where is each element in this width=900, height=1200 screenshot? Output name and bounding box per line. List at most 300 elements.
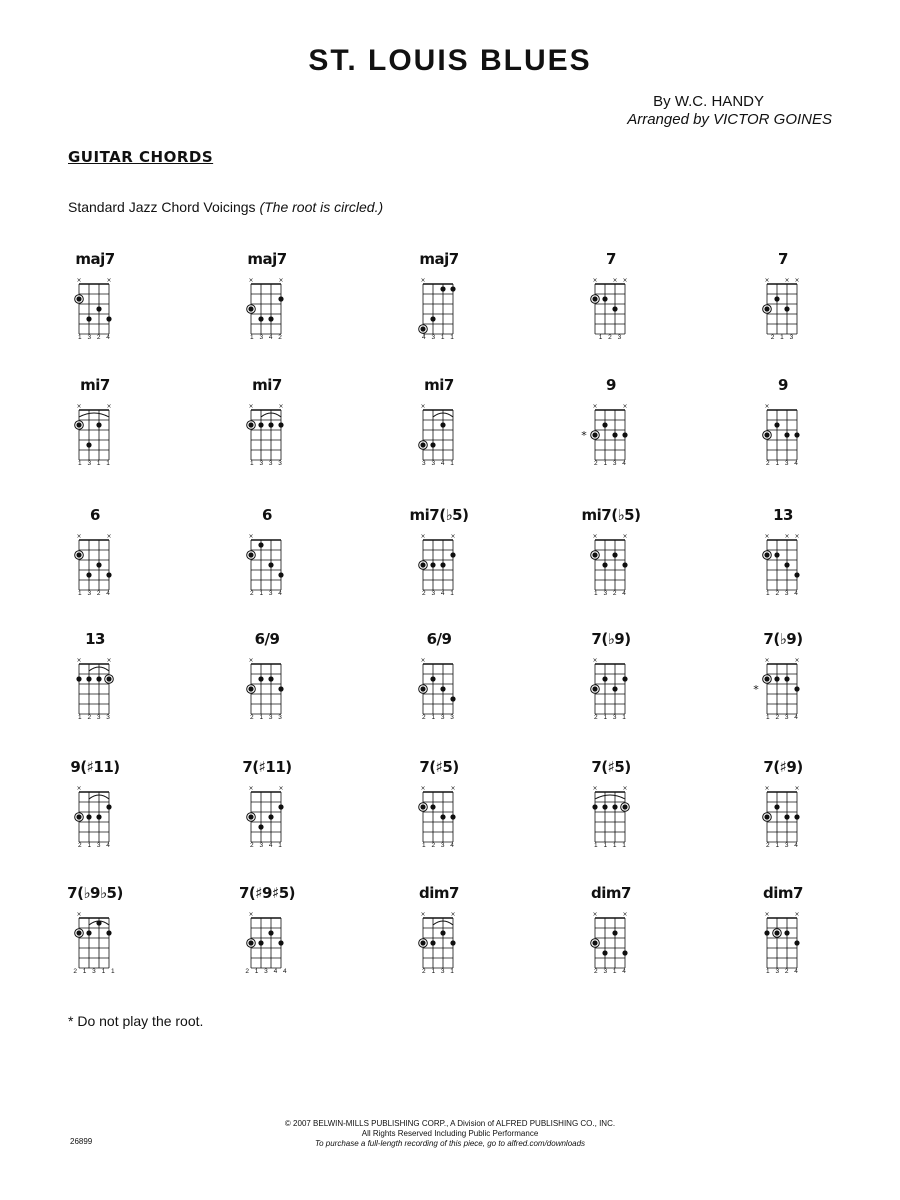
muted-string-marker: ×	[106, 277, 112, 284]
finger-dot	[86, 572, 91, 577]
chord-diagram	[748, 506, 818, 616]
fretboard-diagram	[232, 784, 302, 844]
finger-dot	[268, 930, 273, 935]
fretboard-diagram	[748, 784, 818, 844]
finger-dot	[774, 804, 779, 809]
muted-string-marker: ×	[622, 403, 628, 410]
chord-diagram	[576, 884, 646, 994]
chord-name: 7(♯9)	[763, 758, 803, 776]
muted-string-marker: ×	[622, 533, 628, 540]
chord-diagram	[404, 630, 474, 740]
fingering-label: 2 1 3 4	[78, 842, 112, 849]
fretboard-diagram	[748, 656, 818, 716]
fretboard-diagram	[60, 656, 130, 716]
fretboard-diagram	[60, 276, 130, 336]
finger-dot	[76, 930, 81, 935]
finger-dot	[96, 920, 101, 925]
chord-diagram	[60, 758, 130, 868]
chord-name: mi7	[424, 376, 454, 394]
finger-dot	[592, 686, 597, 691]
finger-dot	[420, 804, 425, 809]
finger-dot	[76, 814, 81, 819]
muted-string-marker: ×	[248, 785, 254, 792]
finger-dot	[96, 306, 101, 311]
fingering-label: 2 1 3 4	[766, 842, 800, 849]
chord-diagram	[60, 376, 130, 486]
muted-string-marker: ×	[106, 657, 112, 664]
finger-dot	[764, 306, 769, 311]
finger-dot	[268, 676, 273, 681]
fingering-label: 1 2 3 4	[766, 714, 800, 721]
fretboard-diagram	[404, 910, 474, 970]
muted-string-marker: ×	[592, 533, 598, 540]
fretboard-diagram	[60, 532, 130, 592]
muted-string-marker: ×	[420, 277, 426, 284]
purchase-line: To purchase a full-length recording of this piece, go to alfred.com/downloads	[314, 1139, 586, 1148]
muted-string-marker: ×	[76, 533, 82, 540]
finger-dot	[440, 686, 445, 691]
chord-name: 13	[85, 630, 105, 648]
muted-string-marker: ×	[450, 533, 456, 540]
fretboard-diagram	[232, 656, 302, 716]
finger-dot	[86, 930, 91, 935]
muted-string-marker: ×	[248, 911, 254, 918]
finger-dot	[278, 804, 283, 809]
fingering-label: 1 2 3	[598, 334, 624, 341]
muted-string-marker: ×	[76, 403, 82, 410]
finger-dot	[86, 676, 91, 681]
subtitle-note: (The root is circled.)	[259, 199, 384, 215]
fretboard-diagram	[60, 402, 130, 462]
fretboard-diagram	[748, 402, 818, 462]
fingering-label: 1 3 2 4	[594, 590, 628, 597]
finger-dot	[612, 930, 617, 935]
chord-name: dim7	[419, 884, 459, 902]
finger-dot	[106, 316, 111, 321]
chord-name: 6	[262, 506, 272, 524]
finger-dot	[248, 422, 253, 427]
fretboard-diagram	[404, 784, 474, 844]
fingering-label: 2 1 3 4	[766, 460, 800, 467]
finger-dot	[248, 686, 253, 691]
chord-name: maj7	[247, 250, 287, 268]
muted-string-marker: ×	[612, 277, 618, 284]
muted-string-marker: ×	[764, 785, 770, 792]
finger-dot	[592, 296, 597, 301]
page-title: ST. LOUIS BLUES	[308, 44, 592, 77]
finger-dot	[258, 542, 263, 547]
finger-dot	[592, 804, 597, 809]
finger-dot	[420, 562, 425, 567]
finger-dot	[86, 442, 91, 447]
finger-dot	[86, 316, 91, 321]
chord-diagram	[404, 506, 474, 616]
muted-string-marker: ×	[278, 785, 284, 792]
muted-string-marker: ×	[764, 657, 770, 664]
chord-diagram	[232, 250, 302, 360]
footnote: * Do not play the root.	[68, 1013, 204, 1029]
finger-dot	[774, 422, 779, 427]
muted-string-marker: ×	[794, 657, 800, 664]
finger-dot	[430, 316, 435, 321]
fretboard-diagram	[404, 532, 474, 592]
barre-arc	[595, 795, 625, 799]
muted-string-marker: ×	[794, 277, 800, 284]
chord-diagram	[748, 884, 818, 994]
chord-name: mi7(♭5)	[581, 506, 641, 524]
fingering-label: 2 1 3 1	[594, 714, 628, 721]
muted-string-marker: ×	[248, 533, 254, 540]
fretboard-diagram	[576, 656, 646, 716]
chord-diagram	[60, 250, 130, 360]
chord-name: dim7	[591, 884, 631, 902]
fingering-label: 2 1 3	[770, 334, 796, 341]
barre-arc	[79, 413, 109, 417]
muted-string-marker: ×	[592, 657, 598, 664]
finger-dot	[278, 572, 283, 577]
muted-string-marker: ×	[76, 785, 82, 792]
copyright-notice	[0, 1119, 900, 1149]
finger-dot	[440, 814, 445, 819]
chord-name: dim7	[763, 884, 803, 902]
finger-dot	[278, 422, 283, 427]
chord-diagram	[404, 884, 474, 994]
muted-string-marker: ×	[76, 277, 82, 284]
finger-dot	[106, 676, 111, 681]
finger-dot	[248, 552, 253, 557]
chord-name: 7	[606, 250, 616, 268]
fretboard-diagram	[60, 910, 130, 970]
fretboard-diagram	[576, 532, 646, 592]
finger-dot	[430, 442, 435, 447]
fretboard-diagram	[232, 532, 302, 592]
chord-name: 7(♯5)	[419, 758, 459, 776]
finger-dot	[602, 422, 607, 427]
chord-name: mi7(♭5)	[409, 506, 469, 524]
chord-diagram	[748, 250, 818, 360]
finger-dot	[764, 552, 769, 557]
finger-dot	[278, 686, 283, 691]
fingering-label: 2 3 4 1	[422, 590, 456, 597]
finger-dot	[602, 676, 607, 681]
asterisk-marker: *	[753, 683, 759, 696]
chord-diagram	[748, 630, 818, 740]
fretboard-diagram	[404, 402, 474, 462]
finger-dot	[430, 804, 435, 809]
fretboard-diagram	[232, 910, 302, 970]
finger-dot	[268, 814, 273, 819]
muted-string-marker: ×	[248, 657, 254, 664]
fingering-label: 1 2 3 4	[766, 590, 800, 597]
finger-dot	[592, 552, 597, 557]
finger-dot	[278, 940, 283, 945]
chord-name: 6/9	[254, 630, 280, 648]
chord-diagram	[576, 758, 646, 868]
finger-dot	[258, 940, 263, 945]
finger-dot	[774, 296, 779, 301]
chord-diagram	[404, 376, 474, 486]
finger-dot	[612, 306, 617, 311]
chord-name: mi7	[252, 376, 282, 394]
finger-dot	[794, 686, 799, 691]
muted-string-marker: ×	[420, 533, 426, 540]
finger-dot	[784, 432, 789, 437]
finger-dot	[764, 432, 769, 437]
chord-diagram	[404, 250, 474, 360]
chord-diagram	[232, 376, 302, 486]
fretboard-diagram	[60, 784, 130, 844]
muted-string-marker: ×	[784, 533, 790, 540]
chord-name: 7(♯5)	[591, 758, 631, 776]
finger-dot	[96, 562, 101, 567]
finger-dot	[622, 432, 627, 437]
muted-string-marker: ×	[76, 911, 82, 918]
muted-string-marker: ×	[592, 785, 598, 792]
fingering-label: 1 3 2 4	[78, 334, 112, 341]
fingering-label: 1 2 3 3	[78, 714, 112, 721]
chord-name: 7(♭9)	[591, 630, 631, 648]
chord-diagram	[404, 758, 474, 868]
finger-dot	[622, 950, 627, 955]
fretboard-diagram	[576, 910, 646, 970]
muted-string-marker: ×	[278, 277, 284, 284]
muted-string-marker: ×	[592, 403, 598, 410]
fingering-label: 2 1 3 4	[594, 460, 628, 467]
subtitle	[68, 199, 383, 215]
chord-diagram	[748, 376, 818, 486]
finger-dot	[794, 432, 799, 437]
finger-dot	[774, 676, 779, 681]
finger-dot	[430, 940, 435, 945]
arranger-credit: Arranged by VICTOR GOINES	[627, 111, 832, 128]
finger-dot	[76, 296, 81, 301]
chord-name: 7(♭9♭5)	[67, 884, 123, 902]
muted-string-marker: ×	[106, 403, 112, 410]
fingering-label: 1 3 4 2	[250, 334, 284, 341]
chord-diagram	[60, 506, 130, 616]
finger-dot	[248, 940, 253, 945]
fingering-label: 4 3 1 1	[422, 334, 456, 341]
muted-string-marker: ×	[764, 533, 770, 540]
finger-dot	[450, 286, 455, 291]
fingering-label: 2 1 3 1 1	[73, 968, 117, 975]
fretboard-diagram	[232, 276, 302, 336]
finger-dot	[774, 552, 779, 557]
finger-dot	[420, 326, 425, 331]
finger-dot	[106, 572, 111, 577]
muted-string-marker: ×	[76, 657, 82, 664]
fingering-label: 2 1 3 3	[250, 714, 284, 721]
finger-dot	[258, 676, 263, 681]
chord-diagram	[748, 758, 818, 868]
finger-dot	[450, 940, 455, 945]
finger-dot	[96, 676, 101, 681]
finger-dot	[450, 696, 455, 701]
finger-dot	[430, 676, 435, 681]
chord-name: 6	[90, 506, 100, 524]
chord-name: 7	[778, 250, 788, 268]
muted-string-marker: ×	[248, 403, 254, 410]
muted-string-marker: ×	[420, 911, 426, 918]
finger-dot	[602, 562, 607, 567]
finger-dot	[248, 814, 253, 819]
section-heading: GUITAR CHORDS	[68, 148, 214, 166]
finger-dot	[440, 562, 445, 567]
chord-diagram	[576, 376, 646, 486]
finger-dot	[764, 676, 769, 681]
finger-dot	[602, 804, 607, 809]
muted-string-marker: ×	[420, 657, 426, 664]
fingering-label: 2 3 1 4	[594, 968, 628, 975]
fingering-label: 1 1 1 1	[594, 842, 628, 849]
muted-string-marker: ×	[592, 911, 598, 918]
muted-string-marker: ×	[420, 785, 426, 792]
muted-string-marker: ×	[106, 533, 112, 540]
fretboard-diagram	[404, 656, 474, 716]
finger-dot	[612, 686, 617, 691]
muted-string-marker: ×	[794, 533, 800, 540]
finger-dot	[106, 930, 111, 935]
finger-dot	[258, 316, 263, 321]
finger-dot	[602, 296, 607, 301]
finger-dot	[76, 422, 81, 427]
fingering-label: 2 1 3 4	[250, 590, 284, 597]
finger-dot	[612, 432, 617, 437]
chord-name: mi7	[80, 376, 110, 394]
finger-dot	[248, 306, 253, 311]
muted-string-marker: ×	[784, 277, 790, 284]
composer-credit: By W.C. HANDY	[653, 93, 764, 110]
fingering-label: 3 3 4 1	[422, 460, 456, 467]
chord-name: 9	[778, 376, 788, 394]
chord-name: maj7	[75, 250, 115, 268]
muted-string-marker: ×	[794, 911, 800, 918]
fingering-label: 1 3 2 4	[78, 590, 112, 597]
finger-dot	[784, 676, 789, 681]
finger-dot	[106, 804, 111, 809]
finger-dot	[86, 814, 91, 819]
finger-dot	[450, 552, 455, 557]
finger-dot	[592, 940, 597, 945]
chord-name: 13	[773, 506, 793, 524]
finger-dot	[76, 552, 81, 557]
muted-string-marker: ×	[278, 403, 284, 410]
catalog-number: 26899	[70, 1137, 93, 1146]
chord-diagram	[232, 884, 302, 994]
fretboard-diagram	[748, 532, 818, 592]
finger-dot	[784, 562, 789, 567]
fingering-label: 2 1 3 3	[422, 714, 456, 721]
chord-name: 9	[606, 376, 616, 394]
muted-string-marker: ×	[764, 277, 770, 284]
fingering-label: 1 2 3 4	[422, 842, 456, 849]
finger-dot	[612, 804, 617, 809]
copyright-line: © 2007 BELWIN-MILLS PUBLISHING CORP., A Division of ALFRED PUBLISHING CO., INC.	[284, 1119, 616, 1128]
finger-dot	[450, 814, 455, 819]
fingering-label: 1 3 2 4	[766, 968, 800, 975]
finger-dot	[592, 432, 597, 437]
muted-string-marker: ×	[622, 911, 628, 918]
finger-dot	[278, 296, 283, 301]
finger-dot	[622, 804, 627, 809]
finger-dot	[794, 572, 799, 577]
finger-dot	[440, 422, 445, 427]
chord-diagram	[232, 506, 302, 616]
finger-dot	[602, 950, 607, 955]
muted-string-marker: ×	[450, 785, 456, 792]
muted-string-marker: ×	[450, 911, 456, 918]
rights-line: All Rights Reserved Including Public Performance	[361, 1129, 539, 1138]
finger-dot	[784, 930, 789, 935]
chord-diagram	[576, 630, 646, 740]
chord-diagram	[576, 250, 646, 360]
fretboard-diagram	[232, 402, 302, 462]
finger-dot	[794, 814, 799, 819]
fretboard-diagram	[404, 276, 474, 336]
muted-string-marker: ×	[794, 785, 800, 792]
fingering-label: 2 1 3 4 4	[245, 968, 289, 975]
finger-dot	[420, 686, 425, 691]
finger-dot	[440, 286, 445, 291]
finger-dot	[794, 940, 799, 945]
finger-dot	[774, 930, 779, 935]
finger-dot	[764, 814, 769, 819]
finger-dot	[96, 422, 101, 427]
asterisk-marker: *	[581, 429, 587, 442]
chord-name: 7(♯11)	[242, 758, 292, 776]
finger-dot	[76, 676, 81, 681]
muted-string-marker: ×	[592, 277, 598, 284]
chord-diagram	[60, 884, 130, 994]
finger-dot	[440, 930, 445, 935]
chord-diagram	[60, 630, 130, 740]
finger-dot	[622, 676, 627, 681]
finger-dot	[96, 814, 101, 819]
finger-dot	[258, 824, 263, 829]
fingering-label: 1 3 3 3	[250, 460, 284, 467]
chord-name: 7(♭9)	[763, 630, 803, 648]
finger-dot	[420, 442, 425, 447]
finger-dot	[430, 562, 435, 567]
finger-dot	[420, 940, 425, 945]
chord-diagram	[576, 506, 646, 616]
muted-string-marker: ×	[248, 277, 254, 284]
fretboard-diagram	[576, 784, 646, 844]
subtitle-text: Standard Jazz Chord Voicings	[68, 199, 256, 215]
finger-dot	[784, 814, 789, 819]
chord-diagram	[232, 758, 302, 868]
finger-dot	[784, 306, 789, 311]
muted-string-marker: ×	[622, 277, 628, 284]
finger-dot	[612, 552, 617, 557]
chord-diagram	[232, 630, 302, 740]
muted-string-marker: ×	[764, 403, 770, 410]
finger-dot	[258, 422, 263, 427]
chord-name: 9(♯11)	[70, 758, 120, 776]
finger-dot	[268, 562, 273, 567]
muted-string-marker: ×	[420, 403, 426, 410]
finger-dot	[268, 316, 273, 321]
finger-dot	[268, 422, 273, 427]
finger-dot	[622, 562, 627, 567]
fretboard-diagram	[576, 276, 646, 336]
fretboard-diagram	[748, 276, 818, 336]
muted-string-marker: ×	[622, 785, 628, 792]
chord-name: 6/9	[426, 630, 452, 648]
chord-name: 7(♯9♯5)	[238, 884, 296, 902]
fingering-label: 2 1 3 1	[422, 968, 456, 975]
fretboard-diagram	[748, 910, 818, 970]
